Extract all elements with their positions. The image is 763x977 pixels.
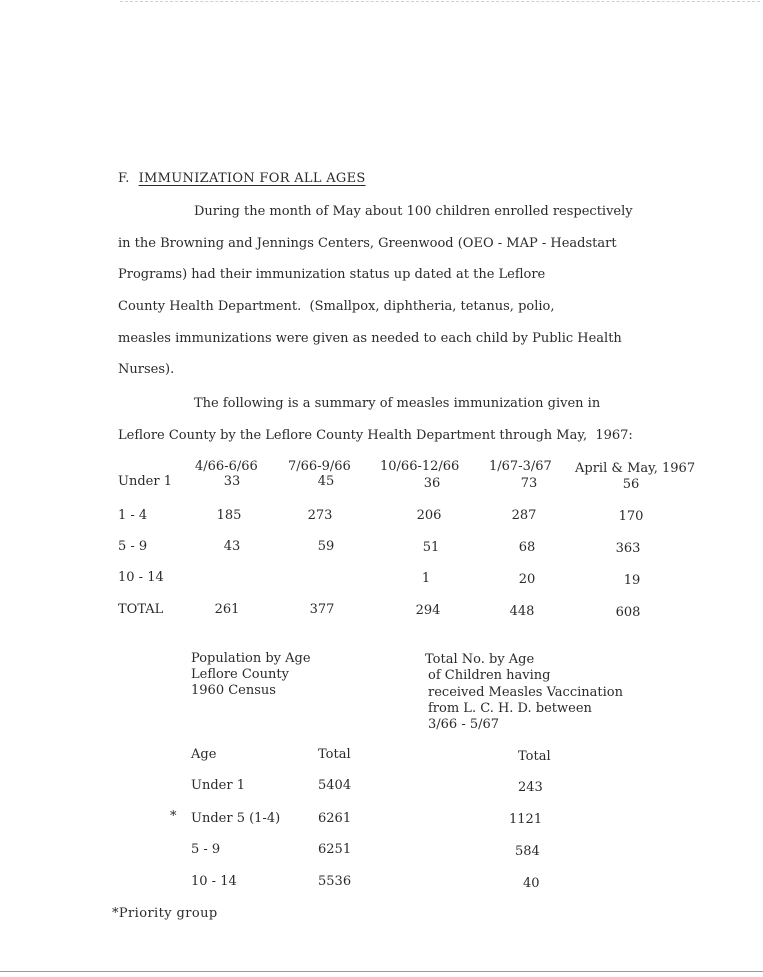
- age-cell: 5 - 9: [191, 842, 221, 857]
- column-header-vaccinated-total: Total: [518, 749, 551, 764]
- table-cell: 68: [518, 540, 536, 555]
- vaccination-heading-line: from L. C. H. D. between: [428, 701, 592, 716]
- row-label: 10 - 14: [118, 570, 164, 585]
- vaccination-heading-line: Total No. by Age: [425, 652, 535, 667]
- row-label: 5 - 9: [118, 539, 148, 554]
- paragraph1-line: measles immunizations were given as needed to each child by Public Health: [118, 331, 622, 346]
- table-cell: 273: [307, 508, 333, 523]
- table-cell: 56: [622, 477, 640, 492]
- table-cell: 73: [520, 476, 538, 491]
- population-heading-line: Leflore County: [191, 667, 289, 682]
- section-title: IMMUNIZATION FOR ALL AGES: [138, 171, 366, 186]
- population-heading-line: 1960 Census: [191, 683, 276, 698]
- row-label: 1 - 4: [118, 508, 148, 523]
- paragraph1-line: Nurses).: [118, 362, 175, 377]
- table-cell: 294: [415, 603, 441, 618]
- paragraph2-line: Leflore County by the Leflore County Health Department through May, 1967:: [118, 428, 633, 443]
- table-cell: 33: [223, 474, 241, 489]
- period-header: April & May, 1967: [575, 461, 696, 476]
- period-header: 4/66-6/66: [195, 459, 258, 474]
- age-cell: 10 - 14: [191, 874, 237, 889]
- paragraph1-line: County Health Department. (Smallpox, diphtheria, tetanus, polio,: [118, 299, 555, 314]
- table-cell: 43: [223, 539, 241, 554]
- table-cell: 377: [309, 602, 335, 617]
- footnote: *Priority group: [112, 906, 218, 921]
- table-cell: 185: [216, 508, 242, 523]
- table-cell: 36: [423, 476, 441, 491]
- period-header: 1/67-3/67: [489, 459, 552, 474]
- column-header-age: Age: [191, 747, 217, 762]
- table-cell: 206: [416, 508, 442, 523]
- table-cell: 45: [317, 474, 335, 489]
- row-label: TOTAL: [118, 602, 164, 617]
- population-heading-line: Population by Age: [191, 651, 311, 666]
- table-cell: 20: [518, 572, 536, 587]
- period-header: 7/66-9/66: [288, 459, 351, 474]
- table-cell: 287: [511, 508, 537, 523]
- page-bottom-border: [0, 971, 763, 972]
- table-cell: 363: [615, 541, 641, 556]
- paragraph1-line: in the Browning and Jennings Centers, Greenwood (OEO - MAP - Headstart: [118, 236, 617, 251]
- priority-marker: *: [170, 809, 177, 824]
- column-header-population-total: Total: [318, 747, 351, 762]
- vaccination-heading-line: of Children having: [428, 668, 551, 683]
- period-header: 10/66-12/66: [380, 459, 460, 474]
- paragraph1-line: Programs) had their immunization status up dated at the Leflore: [118, 267, 546, 282]
- table-cell: 170: [618, 509, 644, 524]
- table-cell: 59: [317, 539, 335, 554]
- vaccinated-cell: 243: [518, 780, 543, 795]
- page-top-border: [120, 1, 760, 2]
- vaccinated-cell: 40: [523, 876, 540, 891]
- age-cell: Under 5 (1-4): [191, 811, 281, 826]
- table-cell: 448: [509, 604, 535, 619]
- table-cell: 608: [615, 605, 641, 620]
- table-cell: 51: [422, 540, 440, 555]
- table-cell: 261: [214, 602, 240, 617]
- vaccinated-cell: 584: [515, 844, 540, 859]
- section-heading: [118, 171, 379, 186]
- population-cell: 6261: [318, 811, 352, 826]
- paragraph2-line: The following is a summary of measles immunization given in: [194, 396, 601, 411]
- population-cell: 5536: [318, 874, 352, 889]
- vaccination-heading-line: received Measles Vaccination: [428, 685, 623, 700]
- vaccinated-cell: 1121: [509, 812, 543, 827]
- population-cell: 5404: [318, 778, 352, 793]
- section-letter: F.: [118, 171, 130, 186]
- table-cell: 19: [623, 573, 641, 588]
- population-cell: 6251: [318, 842, 352, 857]
- row-label: Under 1: [118, 474, 172, 489]
- age-cell: Under 1: [191, 778, 245, 793]
- table-cell: 1: [421, 571, 431, 586]
- vaccination-heading-line: 3/66 - 5/67: [428, 717, 500, 732]
- paragraph1-line: During the month of May about 100 children enrolled respectively: [194, 204, 633, 219]
